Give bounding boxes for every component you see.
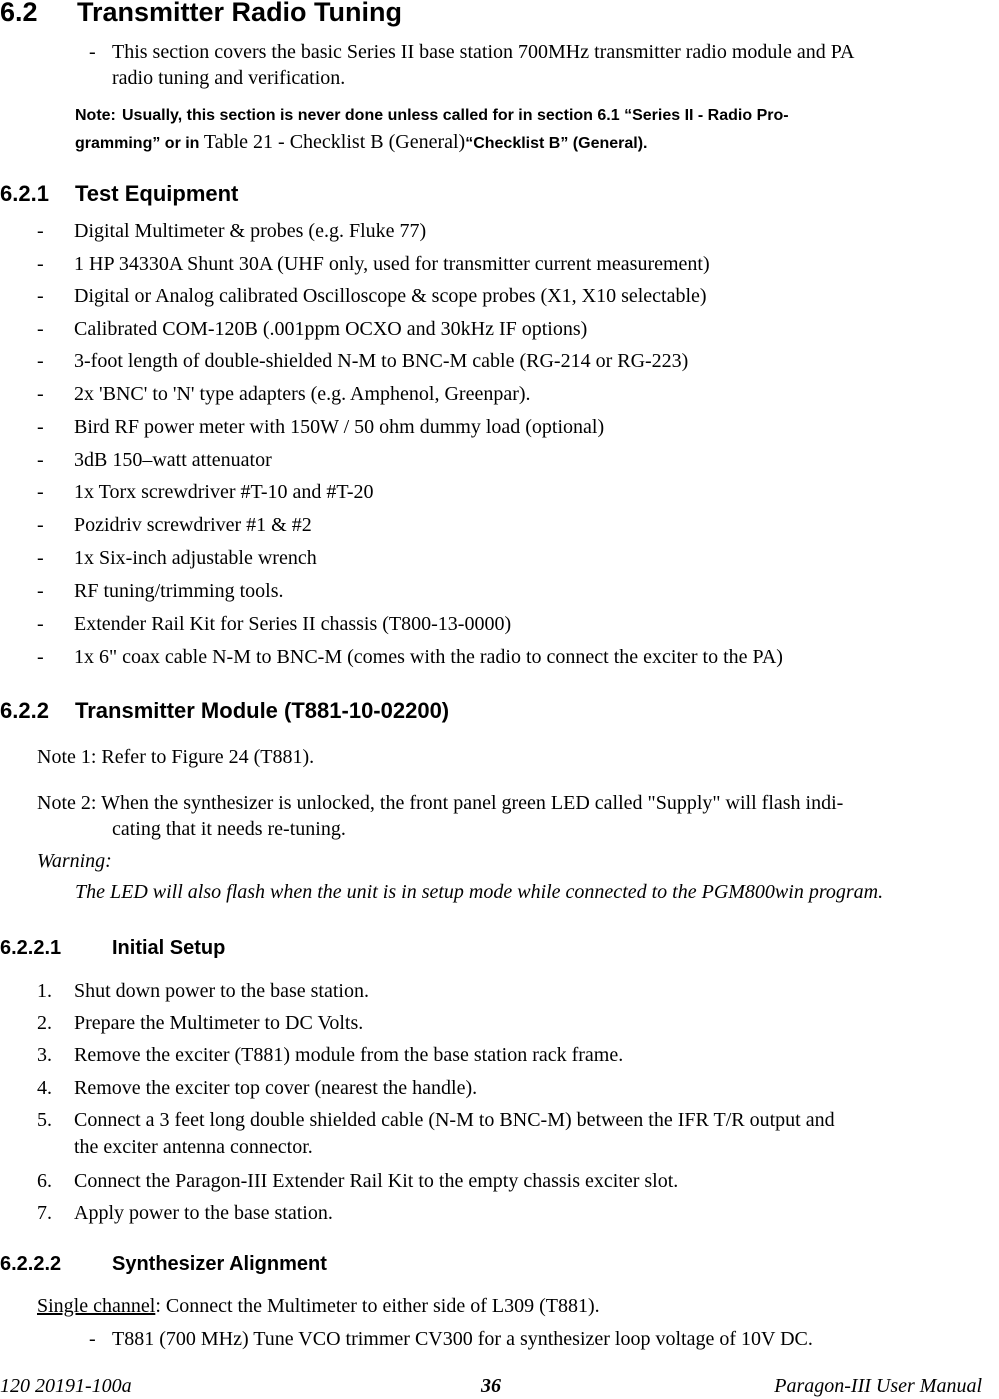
section-number: 6.2 xyxy=(0,0,38,27)
step-item: 6. Connect the Paragon-III Extender Rail Kit to the empty chassis exciter slot. xyxy=(37,1170,679,1192)
initial-setup-title: Initial Setup xyxy=(112,937,226,959)
transmitter-module-heading xyxy=(0,698,449,724)
footer-doc-number: 120 20191-100a xyxy=(0,1375,132,1397)
step-item-continuation: the exciter antenna connector. xyxy=(74,1136,313,1158)
transmitter-module-title: Transmitter Module (T881-10-02200) xyxy=(75,698,450,723)
list-item: - Calibrated COM-120B (.001ppm OCXO and 30kHz IF options) xyxy=(37,318,588,340)
footer-manual-title: Paragon-III User Manual xyxy=(774,1375,982,1397)
step-item: 2. Prepare the Multimeter to DC Volts. xyxy=(37,1012,364,1034)
step-item: 7. Apply power to the base station. xyxy=(37,1202,333,1224)
list-item: - 1x Torx screwdriver #T-10 and #T-20 xyxy=(37,481,374,503)
note-2-line-2: cating that it needs re-tuning. xyxy=(112,818,346,840)
intro-line-1: This section covers the basic Series II base station 700MHz transmitter radio module and PA xyxy=(112,41,855,63)
note-line-2-a: gramming” or in xyxy=(75,135,204,152)
list-item: - RF tuning/trimming tools. xyxy=(37,580,284,602)
synth-item: T881 (700 MHz) Tune VCO trimmer CV300 for a synthesizer loop voltage of 10V DC. xyxy=(112,1328,813,1350)
list-item: - 3-foot length of double-shielded N-M to BNC-M cable (RG-214 or RG-223) xyxy=(37,350,689,372)
list-item: - 1x Six-inch adjustable wrench xyxy=(37,547,317,569)
footer-page-number: 36 xyxy=(481,1375,501,1397)
transmitter-module-number: 6.2.2 xyxy=(0,698,49,723)
step-item: 5. Connect a 3 feet long double shielded cable (N-M to BNC-M) between the IFR T/R output and xyxy=(37,1109,835,1131)
intro-line-2: radio tuning and verification. xyxy=(112,67,346,89)
section-title: Transmitter Radio Tuning xyxy=(77,0,403,27)
note-1: Note 1: Refer to Figure 24 (T881). xyxy=(37,746,315,768)
synth-dash: - xyxy=(89,1328,96,1350)
note-line-2-c: “Checklist B” (General). xyxy=(465,135,648,152)
list-item: - Pozidriv screwdriver #1 & #2 xyxy=(37,514,312,536)
list-item: - 1 HP 34330A Shunt 30A (UHF only, used for transmitter current measurement) xyxy=(37,253,710,275)
test-equipment-heading xyxy=(0,181,238,207)
warning-text: The LED will also flash when the unit is in setup mode while connected to the PGM800win program. xyxy=(75,881,884,903)
list-item: - 2x 'BNC' to 'N' type adapters (e.g. Amphenol, Greenpar). xyxy=(37,383,531,405)
initial-setup-heading xyxy=(0,937,225,960)
list-item: - Digital or Analog calibrated Oscilloscope & scope probes (X1, X10 selectable) xyxy=(37,285,707,307)
step-item: 4. Remove the exciter top cover (nearest the handle). xyxy=(37,1077,478,1099)
note-line-2 xyxy=(75,131,647,154)
list-item: - Bird RF power meter with 150W / 50 ohm dummy load (optional) xyxy=(37,416,605,438)
note-2-line-1: Note 2: When the synthesizer is unlocked, the front panel green LED called "Supply" will flash indi- xyxy=(37,792,844,814)
test-equipment-title: Test Equipment xyxy=(75,181,239,206)
list-item: - Extender Rail Kit for Series II chassis (T800-13-0000) xyxy=(37,613,512,635)
step-item: 3. Remove the exciter (T881) module from the base station rack frame. xyxy=(37,1044,624,1066)
list-item: - Digital Multimeter & probes (e.g. Fluke 77) xyxy=(37,220,427,242)
note-line-1: Usually, this section is never done unless called for in section 6.1 “Series II - Radio Pro- xyxy=(122,107,789,124)
warning-label: Warning: xyxy=(37,850,112,872)
list-item: - 3dB 150–watt attenuator xyxy=(37,449,272,471)
synth-alignment-title: Synthesizer Alignment xyxy=(112,1253,327,1275)
synth-alignment-number: 6.2.2.2 xyxy=(0,1253,62,1275)
list-item: - 1x 6" coax cable N-M to BNC-M (comes with the radio to connect the exciter to the PA) xyxy=(37,646,783,668)
step-item: 1. Shut down power to the base station. xyxy=(37,980,369,1002)
test-equipment-number: 6.2.1 xyxy=(0,181,49,206)
synth-alignment-heading xyxy=(0,1253,327,1276)
section-heading xyxy=(0,0,402,28)
table-21-link[interactable]: Table 21 - Checklist B (General) xyxy=(203,131,466,153)
single-channel-text: : Connect the Multimeter to either side of L309 (T881). xyxy=(155,1295,600,1317)
single-channel-line xyxy=(37,1295,600,1318)
intro-dash: - xyxy=(89,41,96,63)
single-channel-label: Single channel xyxy=(37,1295,156,1317)
note-label: Note: xyxy=(75,107,116,124)
initial-setup-number: 6.2.2.1 xyxy=(0,937,62,959)
